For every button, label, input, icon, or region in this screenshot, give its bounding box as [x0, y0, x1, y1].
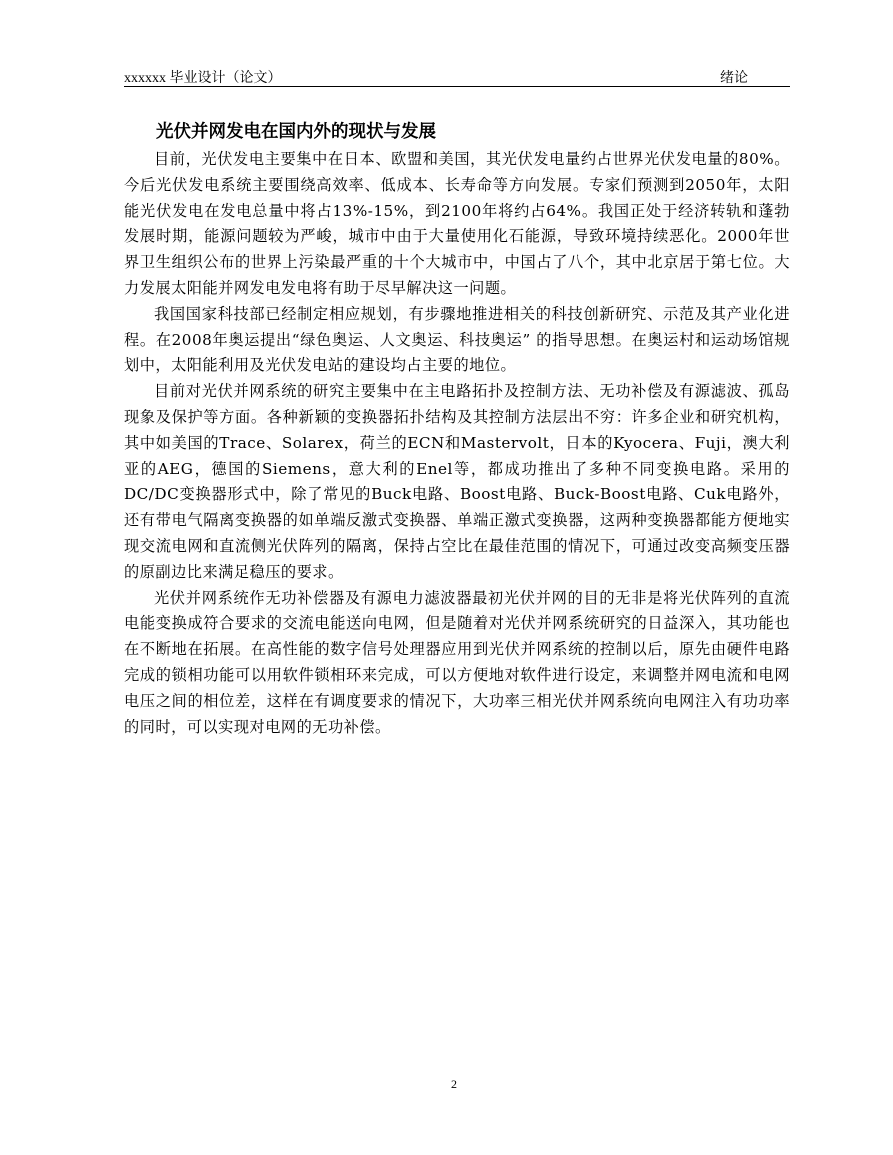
section-title: 光伏并网发电在国内外的现状与发展: [156, 122, 436, 142]
paragraph-1: 目前，光伏发电主要集中在日本、欧盟和美国，其光伏发电量约占世界光伏发电量的80%。今后光伏发电系统主要围绕高效率、低成本、长寿命等方向发展。专家们预测到2050年，太阳能光伏发电在发电总量中将占13%-15%，到2100年将约占64%。我国正处于经济转轨和蓬勃发展时期，能源问题较为严峻，城市中由于大量使用化石能源，导致环境持续恶化。2000年世界卫生组织公布的世界上污染最严重的十个大城市中，中国占了八个，其中北京居于第七位。大力发展太阳能并网发电发电将有助于尽早解决这一问题。: [124, 150, 790, 297]
paragraph-4: 光伏并网系统作无功补偿器及有源电力滤波器最初光伏并网的目的无非是将光伏阵列的直流电能变换成符合要求的交流电能送向电网，但是随着对光伏并网系统研究的日益深入，其功能也在不断地在拓展。在高性能的数字信号处理器应用到光伏并网系统的控制以后，原先由硬件电路完成的锁相功能可以用软件锁相环来完成，可以方便地对软件进行设定，来调整并网电流和电网电压之间的相位差，这样在有调度要求的情况下，大功率三相光伏并网系统向电网注入有功功率的同时，可以实现对电网的无功补偿。: [124, 588, 790, 736]
header-chapter-title: 绪论: [720, 71, 748, 86]
paragraph-3: 目前对光伏并网系统的研究主要集中在主电路拓扑及控制方法、无功补偿及有源滤波、孤岛现象及保护等方面。各种新颖的变换器拓扑结构及其控制方法层出不穷：许多企业和研究机构，其中如美国的Trace、Solarex，荷兰的ECN和Mastervolt，日本的Kyocera、Fuji，澳大利亚的AEG，德国的Siemens，意大利的Enel等，都成功推出了多种不同变换电路。采用的DC/DC变换器形式中，除了常见的Buck电路、Boost电路、Buck-Boost电路、Cuk电路外，还有带电气隔离变换器的如单端反激式变换器、单端正激式变换器，这两种变换器都能方便地实现交流电网和直流侧光伏阵列的隔离，保持占空比在最佳范围的情况下，可通过改变高频变压器的原副边比来满足稳压的要求。: [124, 382, 790, 581]
paragraph-2: 我国国家科技部已经制定相应规划，有步骤地推进相关的科技创新研究、示范及其产业化进程。在2008年奥运提出“绿色奥运、人文奥运、科技奥运” 的指导思想。在奥运村和运动场馆规划中，太阳能利用及光伏发电站的建设均占主要的地位。: [124, 304, 790, 375]
header-document-title: xxxxxx 毕业设计（论文）: [124, 71, 282, 86]
page-header: [124, 64, 790, 87]
body-text: [124, 147, 790, 740]
page-number: 2: [451, 1077, 457, 1091]
